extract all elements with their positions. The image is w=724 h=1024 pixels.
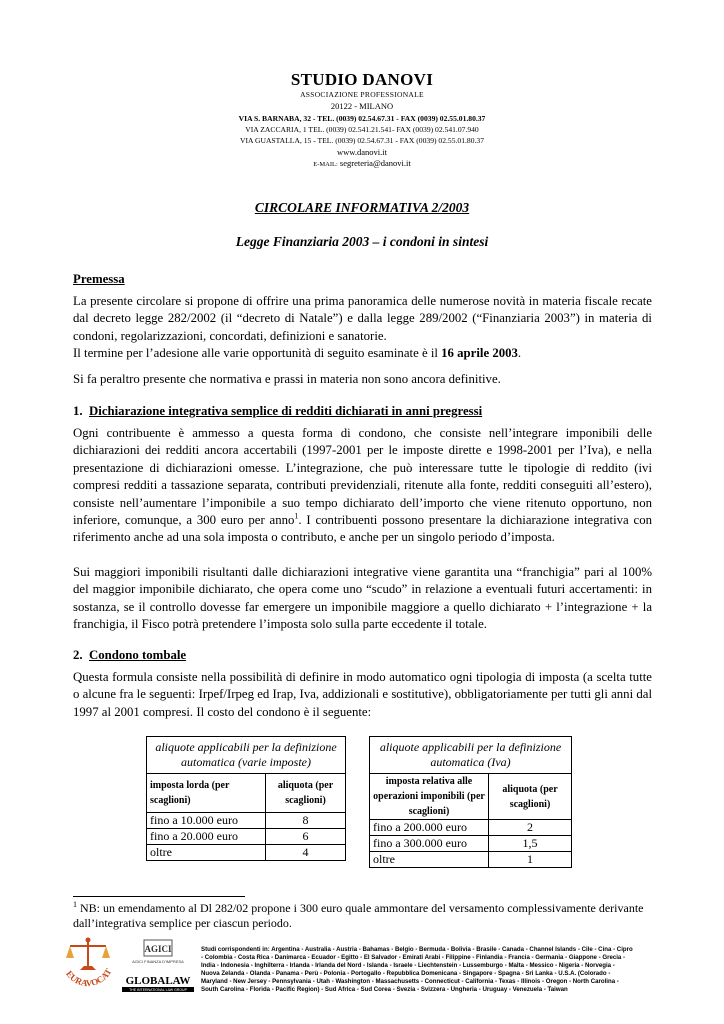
agici-logo-text: AGICI — [144, 944, 172, 954]
table-row — [147, 813, 346, 829]
firm-name: STUDIO DANOVI — [290, 70, 434, 89]
footnote-text: NB: un emendamento al Dl 282/02 propone i 300 euro quale ammontare del versamento complessivamente derivante dall’integrativa semplice per ciascun periodo. — [73, 901, 644, 930]
section-2-title: Condono tombale — [89, 648, 187, 662]
firm-address-3: VIA GUASTALLA, 15 - TEL. (0039) 02.54.67.31 - FAX (0039) 02.55.01.80.37 — [240, 136, 484, 145]
premessa-note: Si fa peraltro presente che normativa e prassi in materia non sono ancora definitive. — [73, 372, 501, 386]
rates-table-general-col1: imposta lorda (per scaglioni) — [147, 774, 266, 813]
firm-address-1: VIA S. BARNABA, 32 - TEL. (0039) 02.54.67.31 - FAX (0039) 02.55.01.80.37 — [238, 114, 486, 123]
rates-value: 8 — [266, 813, 346, 829]
section-1-text: Ogni contribuente è ammesso a questa forma di condono, che consiste nell’integrare imponibili delle dichiarazioni dei redditi ancora accertabili (1997-2001 per le imposte dirette e 1998-2001 per l’Iva), e nella presentazione di dichiarazioni omesse. L’integrazione, che può interessare tutte le tipologie di reddito (ivi compresi redditi a tassazione separata, contributi previdenziali, ritenute alla fonte, redditi conseguiti all’estero), consiste nell’aumentare l’imponibile a suo tempo dichiarato dell’importo che viene ritenuto opportuno, non inferiore, comunque, a 300 euro per anno — [73, 426, 652, 528]
rates-table-iva-caption: aliquote applicabili per la definizione automatica (Iva) — [370, 737, 572, 774]
globalaw-logo-tag: THE INTERNATIONAL LAW GROUP — [129, 988, 187, 992]
rates-range: oltre — [147, 845, 266, 861]
firm-city: 20122 - MILANO — [330, 101, 394, 111]
firm-website[interactable]: www.danovi.it — [337, 147, 387, 157]
table-row — [370, 820, 572, 836]
rates-value: 1 — [489, 852, 572, 868]
euravocat-logo-text: EURAVOCAT — [64, 966, 114, 989]
footnote-number: 1 — [73, 900, 77, 909]
table-row — [147, 845, 346, 861]
premessa-heading: Premessa — [73, 272, 125, 286]
section-2-heading — [73, 647, 652, 664]
rates-table-iva-col2: aliquota (per scaglioni) — [489, 774, 572, 820]
premessa-deadline-date: 16 aprile 2003 — [441, 346, 518, 361]
agici-logo-sub: AGICI FINANZA D'IMPRESA — [132, 959, 184, 964]
premessa-paragraph — [73, 293, 652, 363]
rates-value: 2 — [489, 820, 572, 836]
rates-table-iva-col1: imposta relativa alle operazioni imponibili (per scaglioni) — [370, 774, 489, 820]
agici-globalaw-logo-icon — [118, 938, 198, 996]
scales-of-justice-icon — [58, 930, 118, 994]
section-1-text-cont: . I contribuenti possono presentare la dichiarazione integrativa con riferimento anche ad una sola imposta o contributo, e anche per un singolo periodo d’imposta. — [73, 513, 652, 545]
firm-email — [0, 158, 724, 169]
document-title: CIRCOLARE INFORMATIVA 2/2003 — [254, 200, 470, 215]
rates-range: fino a 300.000 euro — [370, 836, 489, 852]
footnote — [73, 901, 653, 931]
section-2-number: 2. — [73, 648, 83, 662]
table-row — [370, 852, 572, 868]
rates-table-general — [146, 736, 346, 861]
section-1-number: 1. — [73, 404, 83, 418]
rates-value: 1,5 — [489, 836, 572, 852]
globalaw-logo — [118, 938, 198, 996]
footnote-ref[interactable]: 1 — [294, 511, 299, 521]
rates-value: 4 — [266, 845, 346, 861]
rates-table-iva — [369, 736, 572, 868]
section-1-paragraph-2: Sui maggiori imponibili risultanti dalle dichiarazioni integrative viene garantita una “franchigia” pari al 100% del maggior imponibile dichiarato, che opera come uno “scudo” in relazione a eventuali futuri accertamenti: in sostanza, se il controllo dovesse far emergere un imponibile maggiore a quello dichiarato + l’integrazione + la franchigia, il Fisco potrà pretendere l’imposta solo sulla parte eccedente il totale. — [73, 565, 652, 632]
document-subtitle: Legge Finanziaria 2003 – i condoni in sintesi — [235, 234, 489, 249]
email-label: E-MAIL: — [313, 161, 338, 168]
email-address[interactable]: segreteria@danovi.it — [339, 158, 411, 168]
footnote-divider — [73, 896, 245, 897]
premessa-end: . — [517, 346, 522, 361]
section-2-paragraph: Questa formula consiste nella possibilità di definire in modo automatico ogni tipologia di imposta (a scelta tutte o alcune fra le seguenti: Irpef/Irpeg ed Irap, Iva, addizionali e sostitutive), obbligatoriamente per tutti gli anni dal 1997 al 2001 compresi. Il costo del condono è il seguente: — [73, 670, 652, 719]
rates-range: oltre — [370, 852, 489, 868]
rates-range: fino a 200.000 euro — [370, 820, 489, 836]
table-row — [147, 829, 346, 845]
section-1-title: Dichiarazione integrativa semplice di redditi dichiarati in anni pregressi — [89, 404, 483, 418]
premessa-text: La presente circolare si propone di offrire una prima panoramica delle numerose novità in materia fiscale recate dal decreto legge 282/2002 (il “decreto di Natale”) e dalla legge 289/2002 (“Finanziaria 2003”) in materia di condoni, regolarizzazioni, concordati, definizioni e sanatorie. — [73, 294, 652, 343]
section-1-paragraph-1 — [73, 425, 652, 547]
correspondents-list: Studi corrispondenti in: Argentina - Australia - Austria - Bahamas - Belgio - Bermuda - Bolivia - Brasile - Canada - Channel Islands - Cile - Cina - Cipro - Colombia - Costa Rica - Danimarca - Ecuador - Egitto - El Salvador - Emirati Arabi - Filippine - Finlandia - Francia - Germania - Giappone - Grecia - India - Indonesia - Inghilterra - Irlanda - Irlanda del Nord - Islanda - Israele - Liechtenstein - Lussemburgo - Malta - Messico - Nigeria - Norvegia - Nuova Zelanda - Olanda - Panama - Perù - Polonia - Portogallo - Repubblica Domenicana - Singapore - Spagna - Sri Lanka - U.S.A. (Colorado - Maryland - New Jersey - Pennsylvania - Utah - Washington - Massachusetts - Connecticut - California - Texas - Illinois - Oregon - North Carolina - South Carolina - Florida - Pacific Region) - Sud Africa - Sud Corea - Svezia - Svizzera - Ungheria - Uruguay - Venezuela - Taiwan — [201, 946, 633, 993]
premessa-deadline-text: Il termine per l’adesione alle varie opportunità di seguito esaminate è il — [73, 346, 442, 361]
rates-range: fino a 20.000 euro — [147, 829, 266, 845]
section-1-heading — [73, 403, 652, 420]
rates-value: 6 — [266, 829, 346, 845]
euravocat-logo — [58, 930, 118, 994]
firm-address-2: VIA ZACCARIA, 1 TEL. (0039) 02.541.21.541- FAX (0039) 02.541.07.940 — [245, 125, 479, 134]
rates-table-general-caption: aliquote applicabili per la definizione automatica (varie imposte) — [147, 737, 346, 774]
globalaw-logo-text: GLOBALAW — [125, 975, 191, 987]
firm-association: ASSOCIAZIONE PROFESSIONALE — [300, 90, 424, 99]
table-row — [370, 836, 572, 852]
rates-table-general-col2: aliquota (per scaglioni) — [266, 774, 346, 813]
rates-range: fino a 10.000 euro — [147, 813, 266, 829]
